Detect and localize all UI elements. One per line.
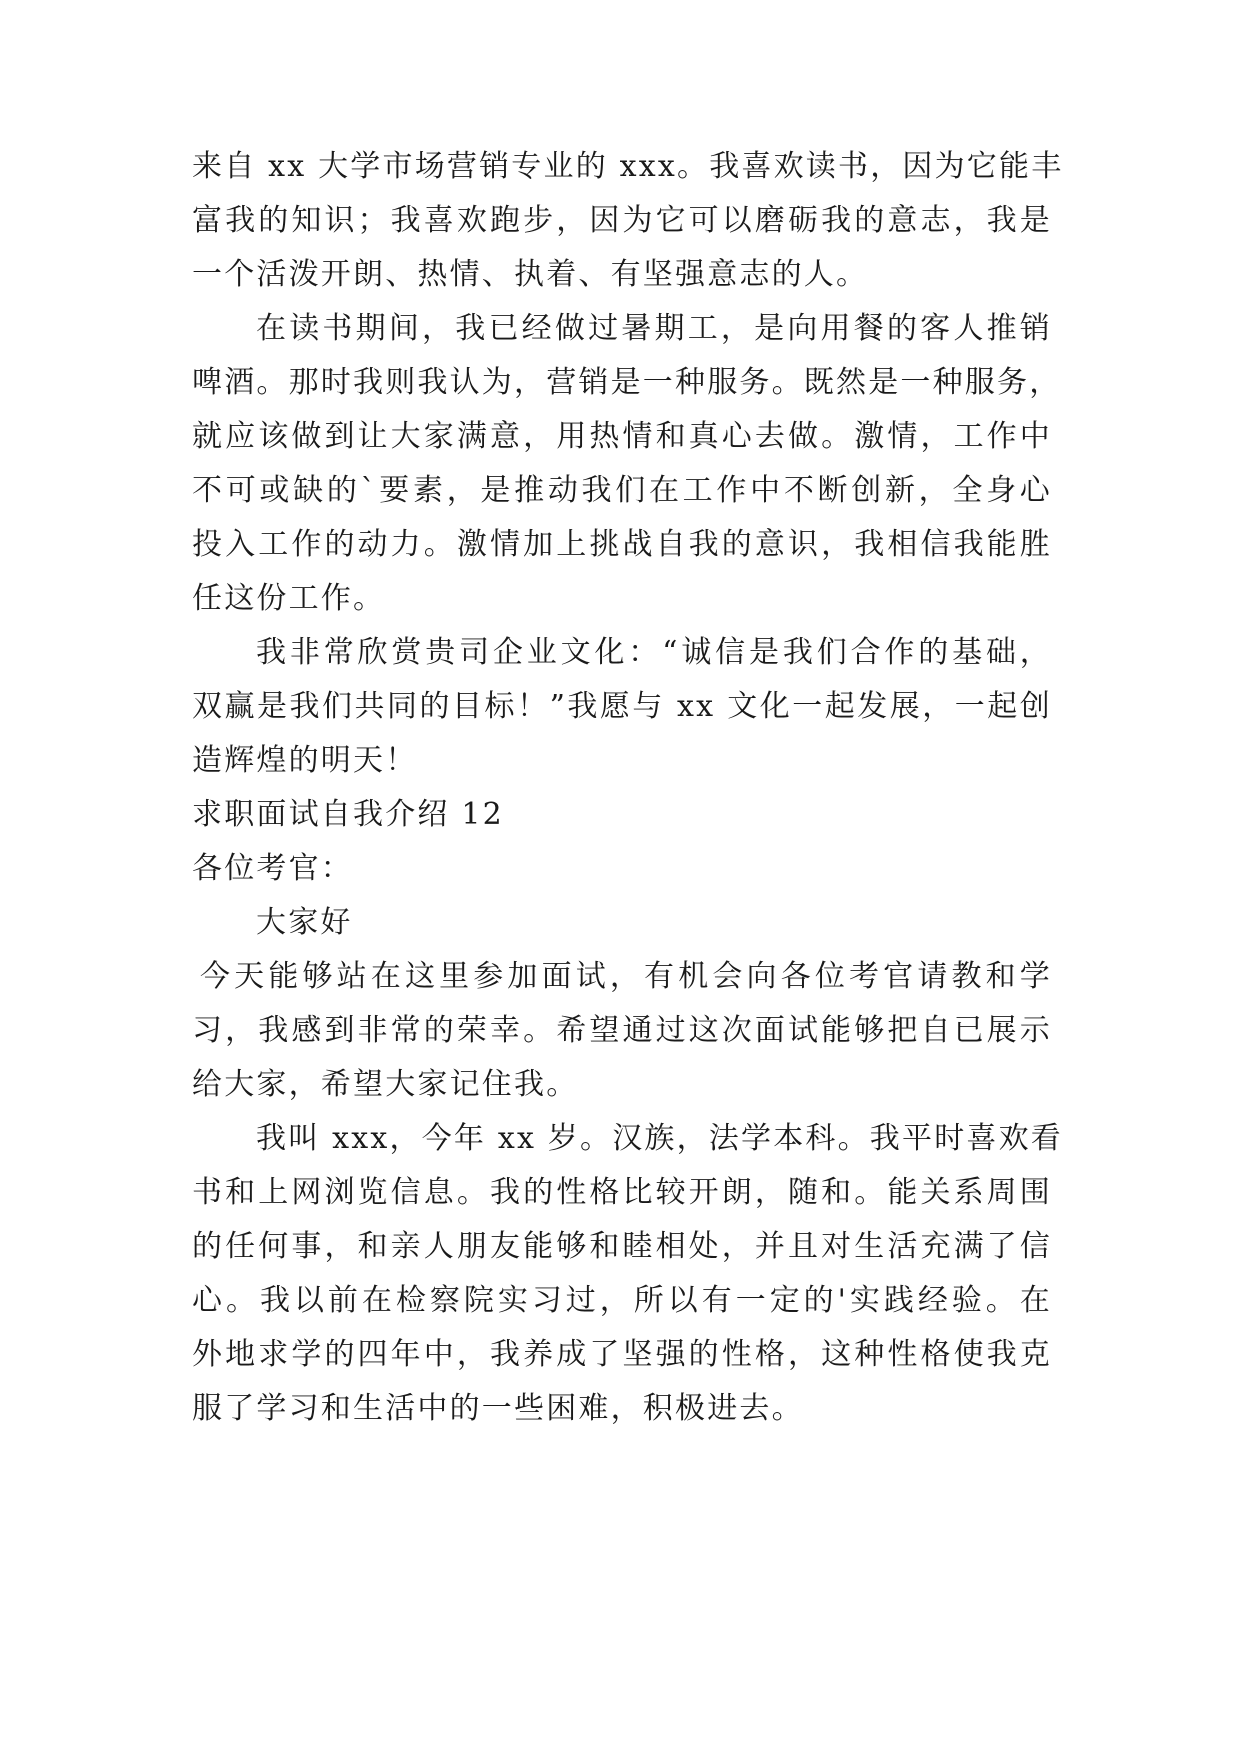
text-line: 我非常欣赏贵司企业文化：“诚信是我们合作的基础， xyxy=(256,635,1052,670)
text-line: 双赢是我们共同的目标！”我愿与 xx 文化一起发展，一起创 xyxy=(192,689,1052,724)
text-line: 在读书期间，我已经做过暑期工，是向用餐的客人推销 xyxy=(256,311,1052,346)
text-line: 不可或缺的`要素，是推动我们在工作中不断创新，全身心 xyxy=(192,473,1052,508)
text-line: 啤酒。那时我则我认为，营销是一种服务。既然是一种服务， xyxy=(192,365,1062,400)
text-line: 就应该做到让大家满意，用热情和真心去做。激情，工作中 xyxy=(192,419,1052,454)
text-line: 心。我以前在检察院实习过，所以有一定的'实践经验。在 xyxy=(192,1283,1052,1318)
greeting: 大家好 xyxy=(256,905,353,940)
text-line: 造辉煌的明天！ xyxy=(192,743,418,778)
text-line: 富我的知识；我喜欢跑步，因为它可以磨砺我的意志，我是 xyxy=(192,203,1052,238)
text-line: 投入工作的动力。激情加上挑战自我的意识，我相信我能胜 xyxy=(192,527,1052,562)
text-line: 任这份工作。 xyxy=(192,581,386,616)
text-line: 我叫 xxx，今年 xx 岁。汉族，法学本科。我平时喜欢看 xyxy=(256,1121,1064,1156)
text-line: 一个活泼开朗、热情、执着、有坚强意志的人。 xyxy=(192,257,869,292)
text-line: 书和上网浏览信息。我的性格比较开朗，随和。能关系周围 xyxy=(192,1175,1052,1210)
text-line: 来自 xx 大学市场营销专业的 xxx。我喜欢读书，因为它能丰 xyxy=(192,149,1064,184)
text-line: 服了学习和生活中的一些困难，积极进去。 xyxy=(192,1391,804,1426)
text-line: 给大家，希望大家记住我。 xyxy=(192,1067,579,1102)
text-line: 今天能够站在这里参加面试，有机会向各位考官请教和学 xyxy=(200,959,1052,994)
salutation: 各位考官： xyxy=(192,851,353,886)
text-line: 的任何事，和亲人朋友能够和睦相处，并且对生活充满了信 xyxy=(192,1229,1052,1264)
text-line: 习，我感到非常的荣幸。希望通过这次面试能够把自已展示 xyxy=(192,1013,1052,1048)
section-heading: 求职面试自我介绍 12 xyxy=(192,797,504,832)
text-line: 外地求学的四年中，我养成了坚强的性格，这种性格使我克 xyxy=(192,1337,1052,1372)
